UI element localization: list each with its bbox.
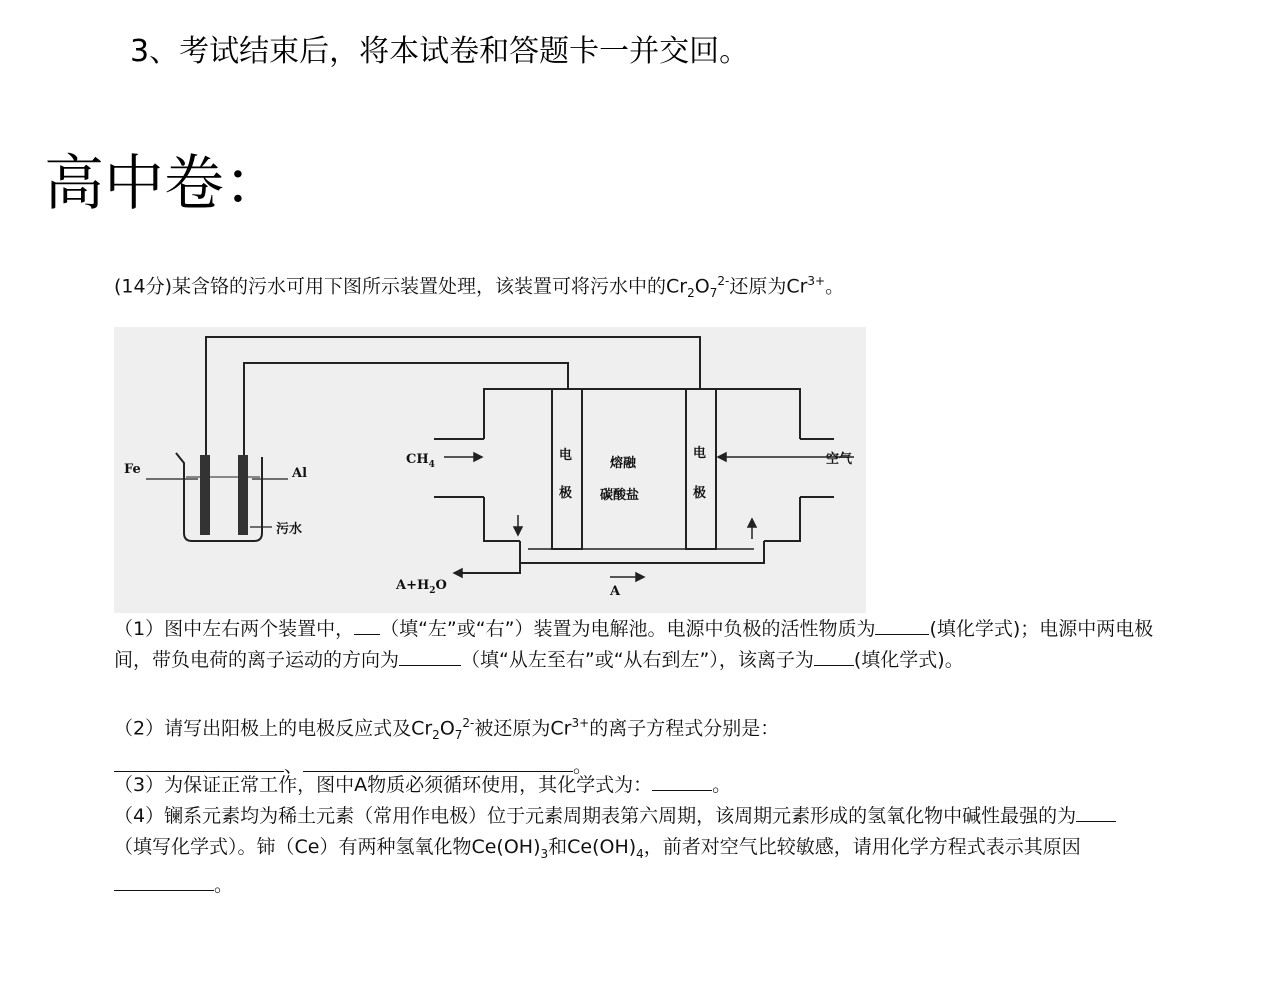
label-carbonate: 碳酸盐: [600, 488, 640, 503]
label-fe: Fe: [124, 462, 141, 477]
label-wastewater: 污水: [276, 522, 303, 537]
label-electrode-left-2: 极: [559, 486, 573, 501]
sub-question-4: （4）镧系元素均为稀土元素（常用作电极）位于元素周期表第六周期，该周期元素形成的氢氧化物中碱性最强的为（填写化学式）。铈（Ce）有两种氢氧化物$Ce(OH)_3$和$Ce(OH)_4$，前者对空气比较敏感，请用化学方程式表示其原因。: [114, 801, 1154, 901]
question-intro: (14分)某含铬的污水可用下图所示装置处理，该装置可将污水中的$Cr_2O_7^{2-}$还原为$Cr^{3+}$。: [114, 274, 845, 301]
answer-blank[interactable]: [875, 616, 929, 635]
sub-question-3: （3）为保证正常工作，图中A物质必须循环使用，其化学式为： 。: [114, 774, 732, 796]
label-al: Al: [292, 466, 308, 481]
label-electrode-left-1: 电: [559, 448, 573, 463]
label-molten: 熔融: [610, 456, 637, 471]
exam-instruction: 3、考试结束后，将本试卷和答题卡一并交回。: [130, 34, 750, 69]
sub-question-2: （2）请写出阳极上的电极反应式及$Cr_2O_7^{2-}$被还原为$Cr^{3+}$的离子方程式分别是： 、 。: [114, 716, 780, 778]
answer-blank[interactable]: [399, 647, 461, 666]
answer-blank[interactable]: [1076, 803, 1116, 822]
answer-blank[interactable]: [814, 647, 854, 666]
apparatus-figure: [114, 327, 866, 613]
sub-question-1: （1）图中左右两个装置中， （填“左”或“右”）装置为电解池。电源中负极的活性物质为 (填化学式)；电源中两电极间，带负电荷的离子运动的方向为 （填“从左至右”或“从右到左”），该离子为 (填化学式)。: [114, 618, 1154, 671]
answer-blank[interactable]: [354, 616, 380, 635]
label-product: $A+H_2O$: [396, 578, 447, 596]
section-title: 高中卷：: [44, 149, 284, 219]
answer-blank[interactable]: [652, 772, 712, 791]
label-electrode-right-2: 极: [693, 486, 707, 501]
answer-blank[interactable]: [114, 872, 214, 891]
label-a: A: [610, 584, 621, 599]
label-air: 空气: [826, 452, 853, 467]
label-electrode-right-1: 电: [693, 446, 707, 461]
label-ch4: $CH_4$: [406, 452, 435, 470]
